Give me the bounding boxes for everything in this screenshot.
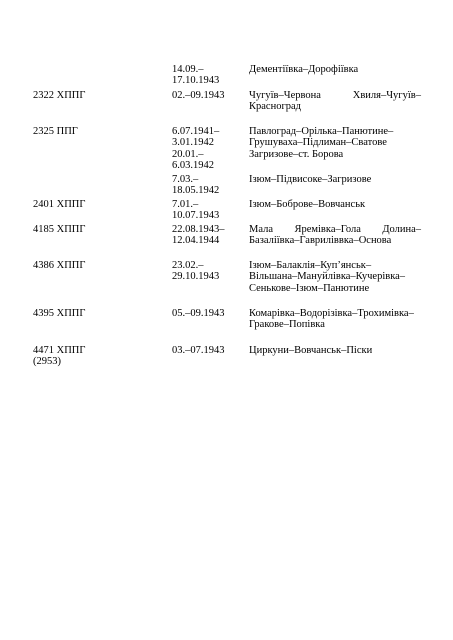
- date-cell: 7.01.–: [172, 199, 199, 210]
- route-cell: Ізюм–Балаклія–Куп’янськ–: [249, 260, 372, 271]
- route-word: Долина–: [382, 224, 421, 235]
- date-cell: 14.09.–: [172, 64, 204, 75]
- date-cell: 6.03.1942: [172, 160, 214, 171]
- date-cell: 6.07.1941–: [172, 126, 220, 137]
- route-cell-justified: [249, 90, 421, 101]
- unit-cell: 4471 ХППГ: [33, 345, 86, 356]
- route-word: Мала: [249, 224, 273, 235]
- route-cell: Гракове–Попівка: [249, 319, 325, 330]
- date-cell: 18.05.1942: [172, 185, 220, 196]
- date-cell: 17.10.1943: [172, 75, 220, 86]
- date-cell: 3.01.1942: [172, 137, 214, 148]
- date-cell: 29.10.1943: [172, 271, 220, 282]
- unit-cell: 2322 ХППГ: [33, 90, 86, 101]
- route-cell: Ізюм–Підвисоке–Загризове: [249, 174, 372, 185]
- route-cell: Вільшана–Мануйлівка–Кучерівка–: [249, 271, 406, 282]
- route-cell: Загризове–ст. Борова: [249, 149, 344, 160]
- route-cell: Базаліївка–Гавриліввка–Основа: [249, 235, 392, 246]
- route-cell: Дементіївка–Дорофіївка: [249, 64, 359, 75]
- date-cell: 05.–09.1943: [172, 308, 225, 319]
- route-cell: Павлоград–Орілька–Панютине–: [249, 126, 394, 137]
- date-cell: 20.01.–: [172, 149, 204, 160]
- unit-cell: 4386 ХППГ: [33, 260, 86, 271]
- route-word: Чугуїв–Червона: [249, 90, 321, 101]
- unit-cell: 4395 ХППГ: [33, 308, 86, 319]
- route-cell: Сенькове–Ізюм–Панютине: [249, 283, 370, 294]
- route-word: Яремівка–Гола: [294, 224, 361, 235]
- route-cell: Ізюм–Боброве–Вовчанськ: [249, 199, 366, 210]
- route-word: Хвиля–Чугуїв–: [352, 90, 421, 101]
- unit-cell: 2325 ППГ: [33, 126, 78, 137]
- date-cell: 12.04.1944: [172, 235, 220, 246]
- route-cell: Красноград: [249, 101, 302, 112]
- date-cell: 23.02.–: [172, 260, 204, 271]
- route-cell: Циркуни–Вовчанськ–Піски: [249, 345, 373, 356]
- unit-cell: 2401 ХППГ: [33, 199, 86, 210]
- unit-cell: (2953): [33, 356, 61, 367]
- date-cell: 22.08.1943–: [172, 224, 225, 235]
- route-cell: Грушуваха–Підлиман–Сватове: [249, 137, 387, 148]
- date-cell: 10.07.1943: [172, 210, 220, 221]
- date-cell: 03.–07.1943: [172, 345, 225, 356]
- unit-cell: 4185 ХППГ: [33, 224, 86, 235]
- route-cell: Комарівка–Водорізівка–Трохимівка–: [249, 308, 414, 319]
- date-cell: 7.03.–: [172, 174, 199, 185]
- route-cell-justified: [249, 224, 421, 235]
- date-cell: 02.–09.1943: [172, 90, 225, 101]
